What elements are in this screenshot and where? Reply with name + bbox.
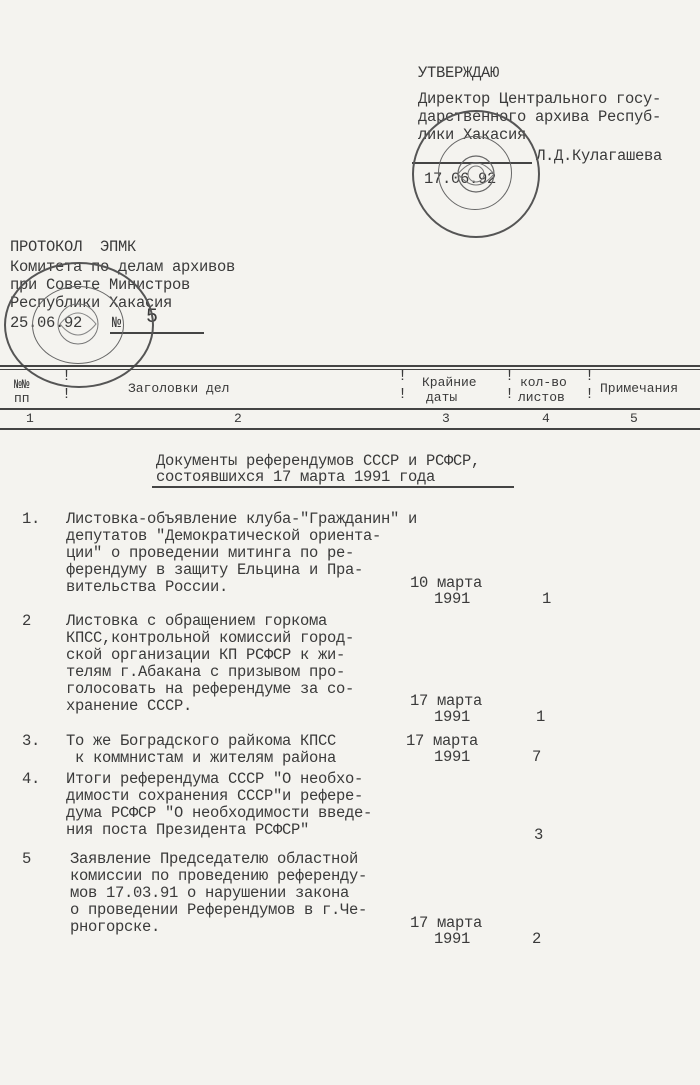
entry-title-line: хранение СССР. [66, 697, 193, 715]
entry-date: 1991 [434, 930, 471, 948]
col-count-label: листов [518, 390, 565, 405]
protocol-line: Комитета по делам архивов [10, 258, 236, 276]
col-num-label: пп [14, 391, 30, 406]
entry-date: 17 марта [410, 914, 483, 932]
protocol-number-prefix: № [112, 314, 122, 332]
entry-count: 1 [536, 708, 546, 726]
protocol-line: ПРОТОКОЛ ЭПМК [10, 238, 137, 256]
entry-date: 1991 [434, 708, 471, 726]
entry-title-line: димости сохранения СССР"и рефере- [66, 787, 364, 805]
col-dates-label: Крайние [422, 375, 477, 390]
entry-count: 1 [542, 590, 552, 608]
approval-title: УТВЕРЖДАЮ [418, 64, 500, 82]
col-index: 5 [630, 411, 638, 426]
entry-date: 10 марта [410, 574, 483, 592]
entry-title-line: ской организации КП РСФСР к жи- [66, 646, 346, 664]
entry-title-line: голосовать на референдуме за со- [66, 680, 355, 698]
entry-date: 17 марта [410, 692, 483, 710]
col-num-label: №№ [14, 377, 30, 392]
approval-line: лики Хакасия [418, 126, 527, 144]
entry-number: 2 [22, 612, 32, 630]
entry-number: 1. [22, 510, 41, 528]
entry-count: 2 [532, 930, 542, 948]
protocol-line: Республики Хакасия [10, 294, 173, 312]
col-dates-label: даты [426, 390, 458, 405]
entry-title-line: ния поста Президента РСФСР" [66, 821, 310, 839]
entry-title-line: к коммнистам и жителям района [66, 749, 337, 767]
entry-title-line: Листовка с обращением горкома [66, 612, 328, 630]
col-notes-label: Примечания [600, 381, 679, 396]
entry-count: 7 [532, 748, 542, 766]
entry-number: 3. [22, 732, 41, 750]
entry-title-line: Листовка-объявление клуба-"Гражданин" и [66, 510, 418, 528]
entry-title-line: КПСС,контрольной комиссий город- [66, 629, 355, 647]
section-title-line: состоявшихся 17 марта 1991 года [156, 468, 436, 486]
col-index: 4 [542, 411, 550, 426]
entry-date: 17 марта [406, 732, 479, 750]
entry-title-line: То же Боградского райкома КПСС [66, 732, 337, 750]
approval-date: 17.06.92 [424, 170, 497, 188]
approval-line: Директор Центрального госу- [418, 90, 662, 108]
col-index: 1 [26, 411, 34, 426]
entry-title-line: комиссии по проведению референду- [70, 867, 368, 885]
entry-title-line: ции" о проведении митинга по ре- [66, 544, 355, 562]
entry-number: 5 [22, 850, 32, 868]
entry-title-line: ферендуму в защиту Ельцина и Пра- [66, 561, 364, 579]
approval-line: дарственного архива Респуб- [418, 108, 662, 126]
approval-signatory: Л.Д.Кулагашева [536, 147, 663, 165]
entry-title-line: о проведении Референдумов в г.Че- [70, 901, 368, 919]
protocol-date: 25.06.92 [10, 314, 83, 332]
entry-title-line: депутатов "Демократической ориента- [66, 527, 382, 545]
entry-title-line: дума РСФСР "О необходимости введе- [66, 804, 373, 822]
col-title-label: Заголовки дел [128, 381, 230, 396]
entry-title-line: вительства России. [66, 578, 229, 596]
entry-title-line: Заявление Председателю областной [70, 850, 359, 868]
col-index: 3 [442, 411, 450, 426]
entry-count: 3 [534, 826, 544, 844]
entry-title-line: Итоги референдума СССР "О необхо- [66, 770, 364, 788]
entry-date: 1991 [434, 748, 471, 766]
section-title-line: Документы референдумов СССР и РСФСР, [156, 452, 481, 470]
protocol-line: при Совете Министров [10, 276, 191, 294]
protocol-number: 5 [146, 306, 158, 329]
entry-title-line: рногорске. [70, 918, 161, 936]
entry-number: 4. [22, 770, 41, 788]
col-count-label: кол-во [520, 375, 567, 390]
official-seal-stamp [412, 110, 540, 238]
entry-title-line: мов 17.03.91 о нарушении закона [70, 884, 350, 902]
entry-date: 1991 [434, 590, 471, 608]
col-index: 2 [234, 411, 242, 426]
entry-title-line: телям г.Абакана с призывом про- [66, 663, 346, 681]
